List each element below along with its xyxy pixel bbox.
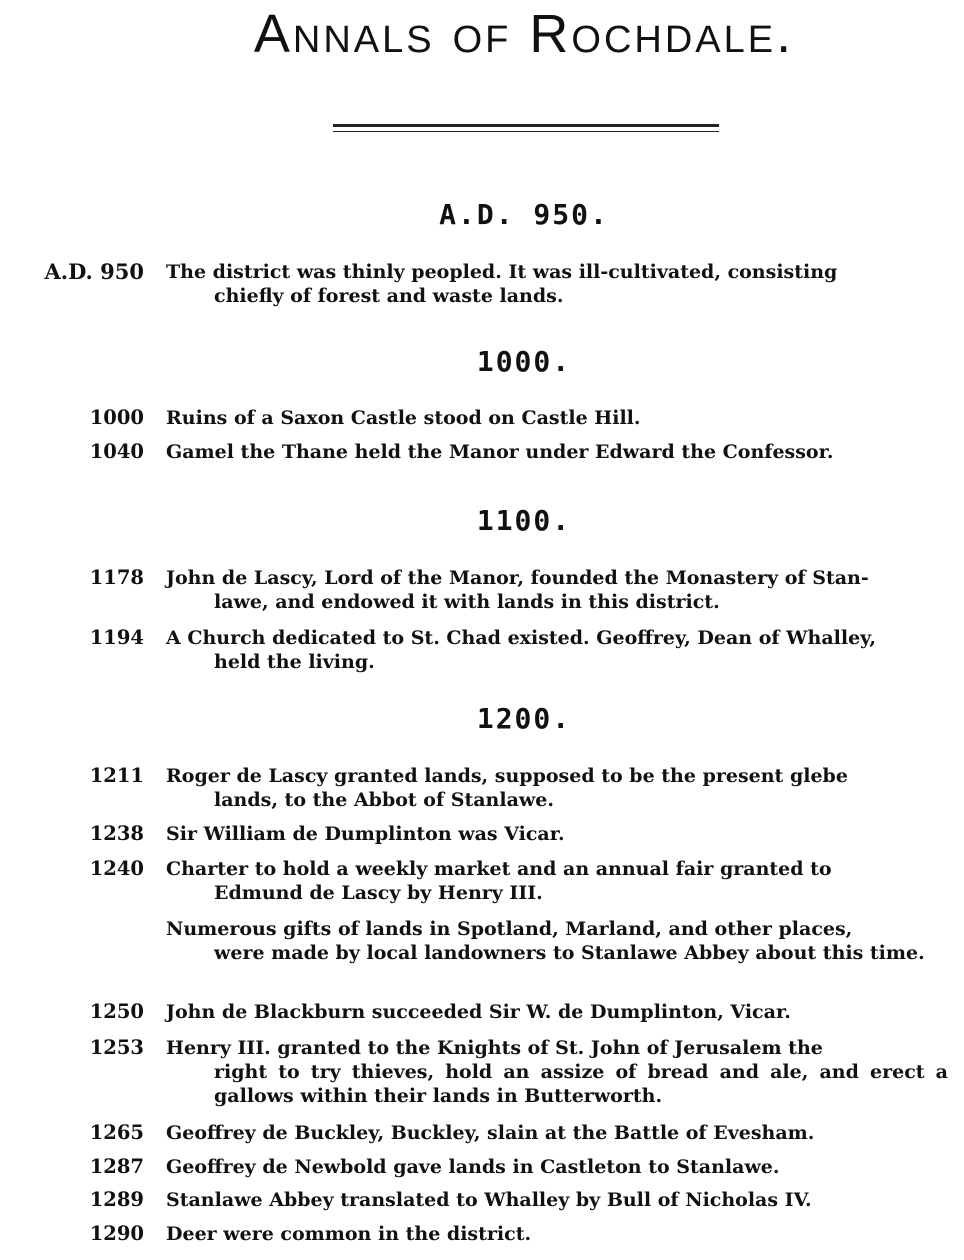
entry-text-continuation: lands, to the Abbot of Stanlawe.: [214, 789, 554, 811]
entry-text-continuation: lawe, and endowed it with lands in this district.: [214, 591, 720, 613]
entry-year: 1211: [89, 764, 144, 787]
entry-year: 1265: [89, 1121, 144, 1144]
entry-text-continuation: right to try thieves, hold an assize of bread and ale, and erect a gallows within their lands in Butterworth.: [214, 1061, 948, 1107]
entry-text: [166, 406, 948, 430]
entry-text: [166, 260, 948, 308]
entry-year: 1290: [89, 1222, 144, 1245]
entry-text: [166, 1000, 948, 1024]
entry-text-first-line: Deer were common in the district.: [166, 1223, 532, 1245]
entry-text: [166, 626, 948, 674]
entry-text: [166, 917, 948, 965]
entry-text-first-line: Stanlawe Abbey translated to Whalley by Bull of Nicholas IV.: [166, 1189, 812, 1211]
entry-text-first-line: John de Lascy, Lord of the Manor, founded the Monastery of Stan-: [166, 567, 869, 589]
entry-text: [166, 1222, 948, 1246]
entry-text-first-line: Geoffrey de Newbold gave lands in Castleton to Stanlawe.: [166, 1156, 780, 1178]
entry-year: 1250: [89, 1000, 144, 1023]
entry-text-first-line: Ruins of a Saxon Castle stood on Castle Hill.: [166, 407, 641, 429]
section-heading-950: A.D. 950.: [439, 198, 609, 231]
entry-year: 1289: [89, 1188, 144, 1211]
entry-text-first-line: A Church dedicated to St. Chad existed. Geoffrey, Dean of Whalley,: [166, 627, 877, 649]
entry-text: [166, 440, 948, 464]
title-rule-thin: [333, 131, 719, 132]
section-heading-1100: 1100.: [476, 504, 572, 537]
entry-text-continuation: chiefly of forest and waste lands.: [214, 285, 564, 307]
entry-year: 1287: [89, 1155, 144, 1178]
entry-text: [166, 1188, 948, 1212]
entry-text-first-line: Roger de Lascy granted lands, supposed to be the present glebe: [166, 765, 848, 787]
entry-text: [166, 566, 948, 614]
entry-text-first-line: John de Blackburn succeeded Sir W. de Dumplinton, Vicar.: [166, 1001, 791, 1023]
section-heading-1000: 1000.: [476, 345, 572, 378]
entry-text: [166, 1155, 948, 1179]
page-title: Annals of Rochdale.: [253, 4, 795, 64]
entry-text-continuation: Edmund de Lascy by Henry III.: [214, 882, 543, 904]
entry-text: [166, 1036, 948, 1108]
entry-text: [166, 1121, 948, 1145]
entry-text-first-line: The district was thinly peopled. It was ill-cultivated, consisting: [166, 261, 838, 283]
section-heading-1200: 1200.: [476, 702, 572, 735]
entry-year: 1178: [89, 566, 144, 589]
entry-year: 1240: [89, 857, 144, 880]
entry-text-first-line: Gamel the Thane held the Manor under Edward the Confessor.: [166, 441, 834, 463]
entry-text-first-line: Sir William de Dumplinton was Vicar.: [166, 823, 565, 845]
entry-year: 1000: [89, 406, 144, 429]
entry-year: 1194: [89, 626, 144, 649]
entry-year: 1253: [89, 1036, 144, 1059]
entry-text-first-line: Charter to hold a weekly market and an annual fair granted to: [166, 858, 832, 880]
entry-text: [166, 857, 948, 905]
entry-text-first-line: Geoffrey de Buckley, Buckley, slain at the Battle of Evesham.: [166, 1122, 815, 1144]
entry-year: A.D. 950: [44, 259, 144, 284]
entry-text-first-line: Henry III. granted to the Knights of St. John of Jerusalem the: [166, 1037, 823, 1059]
entry-text-continuation: held the living.: [214, 651, 375, 673]
entry-year: 1040: [89, 440, 144, 463]
entry-year: 1238: [89, 822, 144, 845]
entry-text: [166, 822, 948, 846]
entry-text-first-line: Numerous gifts of lands in Spotland, Marland, and other places,: [166, 918, 853, 940]
entry-text-continuation: were made by local landowners to Stanlawe Abbey about this time.: [214, 942, 925, 964]
entry-text: [166, 764, 948, 812]
title-rule-thick: [333, 124, 719, 127]
